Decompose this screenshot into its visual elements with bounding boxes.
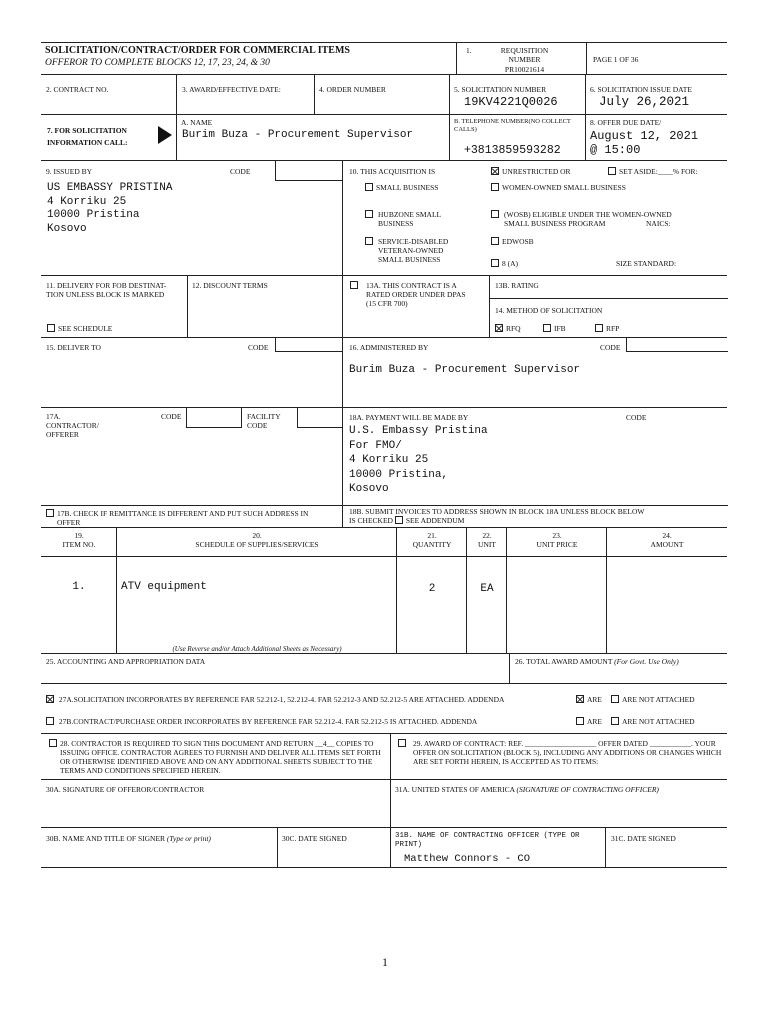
total-award-note: (For Govt. Use Only) bbox=[614, 657, 679, 666]
checkbox-icon[interactable] bbox=[350, 281, 358, 289]
ifb-option[interactable] bbox=[543, 324, 566, 333]
rated-label: 13A. THIS CONTRACT IS A RATED ORDER UNDER DPAS (15 CFR 700) bbox=[366, 281, 466, 308]
total-award-text: 26. TOTAL AWARD AMOUNT bbox=[515, 657, 613, 666]
total-award-label bbox=[515, 657, 679, 666]
checkbox-icon[interactable] bbox=[365, 210, 373, 218]
checkbox-icon[interactable] bbox=[611, 695, 619, 703]
deliver-to-label: 15. DELIVER TO bbox=[46, 343, 101, 352]
rating-label: 13B. RATING bbox=[495, 281, 539, 290]
contracting-officer-block bbox=[390, 828, 605, 868]
rating-method-block bbox=[489, 276, 727, 338]
acquisition-block bbox=[342, 161, 727, 276]
header-unit bbox=[467, 531, 507, 549]
27b-option[interactable] bbox=[46, 717, 477, 726]
contract-no-label: 2. CONTRACT NO. bbox=[46, 85, 109, 94]
checkbox-icon[interactable] bbox=[491, 183, 499, 191]
telephone-block bbox=[449, 115, 585, 161]
see-schedule-option[interactable] bbox=[47, 324, 112, 333]
info-call-block bbox=[41, 115, 176, 161]
due-label: 8. OFFER DUE DATE/ bbox=[590, 118, 662, 127]
wosb-option[interactable] bbox=[491, 183, 626, 192]
solnum-value: 19KV4221Q0026 bbox=[464, 95, 558, 109]
contractor-label: 17A. CONTRACTOR/ OFFERER bbox=[46, 412, 99, 439]
divider bbox=[41, 505, 342, 506]
header-label: UNIT PRICE bbox=[536, 540, 578, 549]
usa-text: 31A. UNITED STATES OF AMERICA bbox=[395, 785, 515, 794]
27a-are-option[interactable] bbox=[576, 695, 602, 704]
award-block bbox=[176, 75, 314, 115]
header-num: 24. bbox=[662, 531, 672, 540]
checkbox-icon[interactable] bbox=[398, 739, 406, 747]
option-label: IFB bbox=[554, 324, 566, 333]
award-label: 3. AWARD/EFFECTIVE DATE: bbox=[182, 85, 281, 94]
acquisition-label: 10. THIS ACQUISITION IS bbox=[349, 167, 436, 176]
option-label: EDWOSB bbox=[502, 237, 534, 246]
option-label: WOMEN-OWNED SMALL BUSINESS bbox=[502, 183, 626, 192]
header-num: 20. bbox=[252, 531, 262, 540]
option-label: SMALL BUSINESS bbox=[376, 183, 439, 192]
administered-by-block bbox=[342, 338, 727, 408]
header-label: AMOUNT bbox=[650, 540, 684, 549]
checkbox-checked-icon[interactable] bbox=[576, 695, 584, 703]
address-line: Kosovo bbox=[47, 222, 87, 235]
officer-date-block bbox=[605, 828, 727, 868]
block-29 bbox=[390, 734, 727, 780]
date-signed-label: 30C. DATE SIGNED bbox=[282, 834, 347, 843]
info-call-label: 7. FOR SOLICITATION INFORMATION CALL: bbox=[47, 126, 128, 147]
signature-offeror-label: 30A. SIGNATURE OF OFFEROR/CONTRACTOR bbox=[46, 785, 205, 794]
divider bbox=[490, 298, 728, 299]
header-label: QUANTITY bbox=[412, 540, 452, 549]
issued-by-label: 9. ISSUED BY bbox=[46, 167, 93, 176]
issue-date-value: July 26,2021 bbox=[599, 95, 690, 109]
header-item bbox=[41, 531, 117, 549]
sdvosb-option[interactable] bbox=[365, 237, 465, 264]
order-label: 4. ORDER NUMBER bbox=[319, 85, 386, 94]
offer-due-block bbox=[585, 115, 727, 161]
checkbox-icon[interactable] bbox=[576, 717, 584, 725]
contractor-block bbox=[41, 408, 342, 528]
officer-name-value: Matthew Connors - CO bbox=[404, 853, 531, 865]
checkbox-icon[interactable] bbox=[595, 324, 603, 332]
header-num: 22. bbox=[482, 531, 492, 540]
row-quantity: 2 bbox=[428, 583, 436, 595]
block-28 bbox=[41, 734, 390, 780]
req-num: 1. bbox=[466, 46, 472, 55]
block-29-text: 29. AWARD OF CONTRACT: REF. ___________________ OFFER DATED ___________. YOUR OFFER ON SOLICITATION (BLOCK 5), INCLUDING ANY ADDITIONS OR CHANGES WHICH ARE SET FORTH HEREIN, IS ACCEPTED AS TO ITEMS: bbox=[413, 739, 722, 766]
issued-by-block bbox=[41, 161, 342, 276]
address-line: US EMBASSY PRISTINA bbox=[47, 182, 173, 194]
req-label: REQUISITION NUMBER bbox=[500, 46, 549, 64]
header-num: 21. bbox=[427, 531, 437, 540]
signer-name-note: (Type or print) bbox=[166, 834, 211, 843]
header-unit-price bbox=[507, 531, 607, 549]
27b-label: 27B.CONTRACT/PURCHASE ORDER INCORPORATES BY REFERENCE FAR 52.212-4. FAR 52.212-5 IS ATTACHED. ADDENDA bbox=[58, 717, 478, 726]
checkbox-icon[interactable] bbox=[491, 210, 499, 218]
checkbox-icon[interactable] bbox=[491, 259, 499, 267]
remittance-label: 17B. CHECK IF REMITTANCE IS DIFFERENT AND PUT SUCH ADDRESS IN OFFER bbox=[57, 509, 309, 527]
page-block bbox=[586, 42, 727, 75]
option-label: SET ASIDE:____% FOR: bbox=[619, 167, 698, 176]
signature-usa-block bbox=[390, 780, 727, 828]
small-business-option[interactable] bbox=[365, 183, 438, 192]
option-label: (WOSB) ELIGIBLE UNDER THE WOMEN-OWNED SMALL BUSINESS PROGRAM bbox=[504, 210, 672, 228]
name-block bbox=[176, 115, 449, 161]
hubzone-option[interactable] bbox=[365, 210, 460, 228]
tel-value: +3813859593282 bbox=[464, 144, 561, 157]
checkbox-icon[interactable] bbox=[608, 167, 616, 175]
header-qty bbox=[397, 531, 467, 549]
checkbox-checked-icon[interactable] bbox=[495, 324, 503, 332]
order-block bbox=[314, 75, 449, 115]
header-desc bbox=[117, 531, 397, 549]
facility-code-box bbox=[297, 408, 342, 428]
address-line: Kosovo bbox=[349, 483, 389, 495]
due-date-value: August 12, 2021 bbox=[590, 129, 699, 143]
option-label: RFQ bbox=[506, 324, 521, 333]
checkbox-icon[interactable] bbox=[395, 516, 403, 524]
option-label: 8 (A) bbox=[502, 259, 519, 268]
option-label: ARE bbox=[587, 695, 602, 704]
header-label: UNIT bbox=[478, 540, 496, 549]
option-label: ARE NOT ATTACHED bbox=[622, 695, 695, 704]
header-label: SCHEDULE OF SUPPLIES/SERVICES bbox=[195, 540, 319, 549]
req-value: PR10021614 bbox=[504, 65, 545, 74]
administered-label: 16. ADMINISTERED BY bbox=[349, 343, 429, 352]
option-label: RFP bbox=[606, 324, 620, 333]
option-label: HUBZONE SMALL BUSINESS bbox=[378, 210, 441, 228]
checkbox-icon[interactable] bbox=[47, 324, 55, 332]
checkbox-icon[interactable] bbox=[543, 324, 551, 332]
27b-not-attached-option[interactable] bbox=[611, 717, 695, 726]
page-number: 1 bbox=[382, 955, 388, 969]
accounting-label: 25. ACCOUNTING AND APPROPRIATION DATA bbox=[46, 657, 206, 666]
solicitation-number-block bbox=[449, 75, 585, 115]
header-amount bbox=[607, 531, 727, 549]
8a-option[interactable] bbox=[491, 259, 518, 268]
option-label: ARE bbox=[587, 717, 602, 726]
option-label: SERVICE-DISABLED VETERAN-OWNED SMALL BUSINESS bbox=[378, 237, 449, 264]
checkbox-icon[interactable] bbox=[49, 739, 57, 747]
usa-label bbox=[395, 785, 659, 794]
admin-code-box bbox=[626, 338, 728, 352]
checkbox-icon[interactable] bbox=[365, 237, 373, 245]
solnum-label: 5. SOLICITATION NUMBER bbox=[454, 85, 547, 94]
rfq-option[interactable] bbox=[495, 324, 521, 333]
fob-label: 11. DELIVERY FOR FOB DESTINAT- TION UNLESS BLOCK IS MARKED bbox=[46, 281, 167, 299]
rated-order-block bbox=[342, 276, 489, 338]
checkbox-icon[interactable] bbox=[46, 509, 54, 517]
signer-name-label bbox=[46, 834, 211, 843]
payment-label: 18A. PAYMENT WILL BE MADE BY bbox=[349, 413, 469, 422]
checkbox-icon[interactable] bbox=[46, 717, 54, 725]
arrow-right-icon bbox=[158, 126, 172, 144]
officer-date-label: 31C. DATE SIGNED bbox=[611, 834, 676, 843]
setaside-option[interactable] bbox=[608, 167, 698, 176]
27a-label: 27A.SOLICITATION INCORPORATES BY REFERENCE FAR 52.212-1, 52.212-4. FAR 52.212-3 AND 52.212-5 ARE ATTACHED. ADDENDA bbox=[58, 695, 505, 704]
naics-label: NAICS: bbox=[646, 219, 671, 228]
contractor-code-label: CODE bbox=[161, 412, 182, 421]
submit-label: 18B. SUBMIT INVOICES TO ADDRESS SHOWN IN BLOCK 18A UNLESS BLOCK BELOW IS CHECKED bbox=[349, 507, 645, 525]
facility-code-label: FACILITY CODE bbox=[247, 412, 281, 430]
title-text: SOLICITATION/CONTRACT/ORDER FOR COMMERCIAL ITEMS bbox=[45, 45, 350, 56]
name-label: A. NAME bbox=[181, 118, 213, 127]
checkbox-checked-icon[interactable] bbox=[491, 167, 499, 175]
total-award-block bbox=[509, 654, 727, 684]
address-line: 4 Korriku 25 bbox=[349, 454, 429, 466]
option-label: ARE NOT ATTACHED bbox=[622, 717, 695, 726]
requisition-block bbox=[456, 42, 586, 75]
27a-not-attached-option[interactable] bbox=[611, 695, 695, 704]
header-num: 19. bbox=[74, 531, 84, 540]
payment-code-label: CODE bbox=[626, 413, 647, 422]
usa-note: (SIGNATURE OF CONTRACTING OFFICER) bbox=[516, 785, 659, 794]
checkbox-checked-icon[interactable] bbox=[46, 695, 54, 703]
deliver-code-box bbox=[275, 338, 342, 352]
edwosb-option[interactable] bbox=[491, 237, 534, 246]
divider bbox=[343, 505, 728, 506]
signer-name-text: 30B. NAME AND TITLE OF SIGNER bbox=[46, 834, 166, 843]
address-line: U.S. Embassy Pristina bbox=[349, 425, 488, 437]
deliver-to-block bbox=[41, 338, 342, 408]
subtitle-text: OFFEROR TO COMPLETE BLOCKS 12, 17, 23, 24, & 30 bbox=[45, 58, 270, 68]
address-line: 10000 Pristina, bbox=[349, 468, 449, 481]
due-time-value: @ 15:00 bbox=[590, 143, 641, 157]
form-title bbox=[45, 45, 455, 69]
row-item-no: 1. bbox=[72, 581, 86, 593]
issued-code-label: CODE bbox=[230, 167, 251, 176]
fob-block bbox=[41, 276, 187, 338]
contract-no-block bbox=[41, 75, 176, 115]
row-27 bbox=[41, 684, 727, 734]
payment-block bbox=[342, 408, 727, 528]
issue-date-label: 6. SOLICITATION ISSUE DATE bbox=[590, 85, 692, 94]
rfp-option[interactable] bbox=[595, 324, 619, 333]
address-line: For FMO/ bbox=[349, 439, 402, 452]
checkbox-icon[interactable] bbox=[491, 237, 499, 245]
deliver-code-label: CODE bbox=[248, 343, 269, 352]
issued-code-box bbox=[275, 161, 342, 181]
27a-option[interactable] bbox=[46, 695, 504, 704]
administered-value: Burim Buza - Procurement Supervisor bbox=[349, 364, 581, 376]
discount-label: 12. DISCOUNT TERMS bbox=[192, 281, 268, 290]
payment-address bbox=[349, 424, 488, 497]
size-standard-label: SIZE STANDARD: bbox=[616, 259, 677, 268]
row-description: ATV equipment bbox=[121, 581, 207, 593]
officer-name-label: 31B. NAME OF CONTRACTING OFFICER (TYPE OR PRINT) bbox=[395, 832, 580, 849]
address-line: 10000 Pristina bbox=[47, 209, 140, 221]
contractor-code-box bbox=[186, 408, 242, 428]
checkbox-icon[interactable] bbox=[365, 183, 373, 191]
option-label: SEE SCHEDULE bbox=[58, 324, 113, 333]
tel-label: B. TELEPHONE NUMBER(NO COLLECT CALLS) bbox=[454, 118, 571, 133]
checkbox-icon[interactable] bbox=[611, 717, 619, 725]
row-unit: EA bbox=[480, 583, 494, 595]
option-label: UNRESTRICTED OR bbox=[502, 167, 571, 176]
issued-by-address bbox=[47, 182, 172, 236]
27b-are-option[interactable] bbox=[576, 717, 602, 726]
header-label: ITEM NO. bbox=[62, 540, 96, 549]
admin-code-label: CODE bbox=[600, 343, 621, 352]
date-signed-block bbox=[277, 828, 390, 868]
discount-block bbox=[187, 276, 342, 338]
schedule-note: (Use Reverse and/or Attach Additional Sheets as Necessary) bbox=[172, 645, 342, 653]
method-label: 14. METHOD OF SOLICITATION bbox=[495, 306, 603, 315]
submit-invoices bbox=[349, 507, 649, 525]
header-num: 23. bbox=[552, 531, 562, 540]
block-28-text: 28. CONTRACTOR IS REQUIRED TO SIGN THIS DOCUMENT AND RETURN __4__ COPIES TO ISSUING OFFICE. CONTRACTOR AGREES TO FURNISH AND DELIVER ALL ITEMS SET FORTH OR OTHERWISE IDENTIFIED ABOVE AND ON ANY ADDITIONAL SHEETS SUBJECT TO THE TERMS AND CONDITIONS SPECIFIED HEREIN. bbox=[60, 739, 381, 775]
address-line: 4 Korriku 25 bbox=[47, 195, 127, 208]
addendum-label: SEE ADDENDUM bbox=[405, 516, 465, 525]
unrestricted-option[interactable] bbox=[491, 167, 571, 176]
name-value: Burim Buza - Procurement Supervisor bbox=[182, 129, 414, 141]
page-count: PAGE 1 OF 36 bbox=[593, 55, 639, 64]
issue-date-block bbox=[585, 75, 727, 115]
